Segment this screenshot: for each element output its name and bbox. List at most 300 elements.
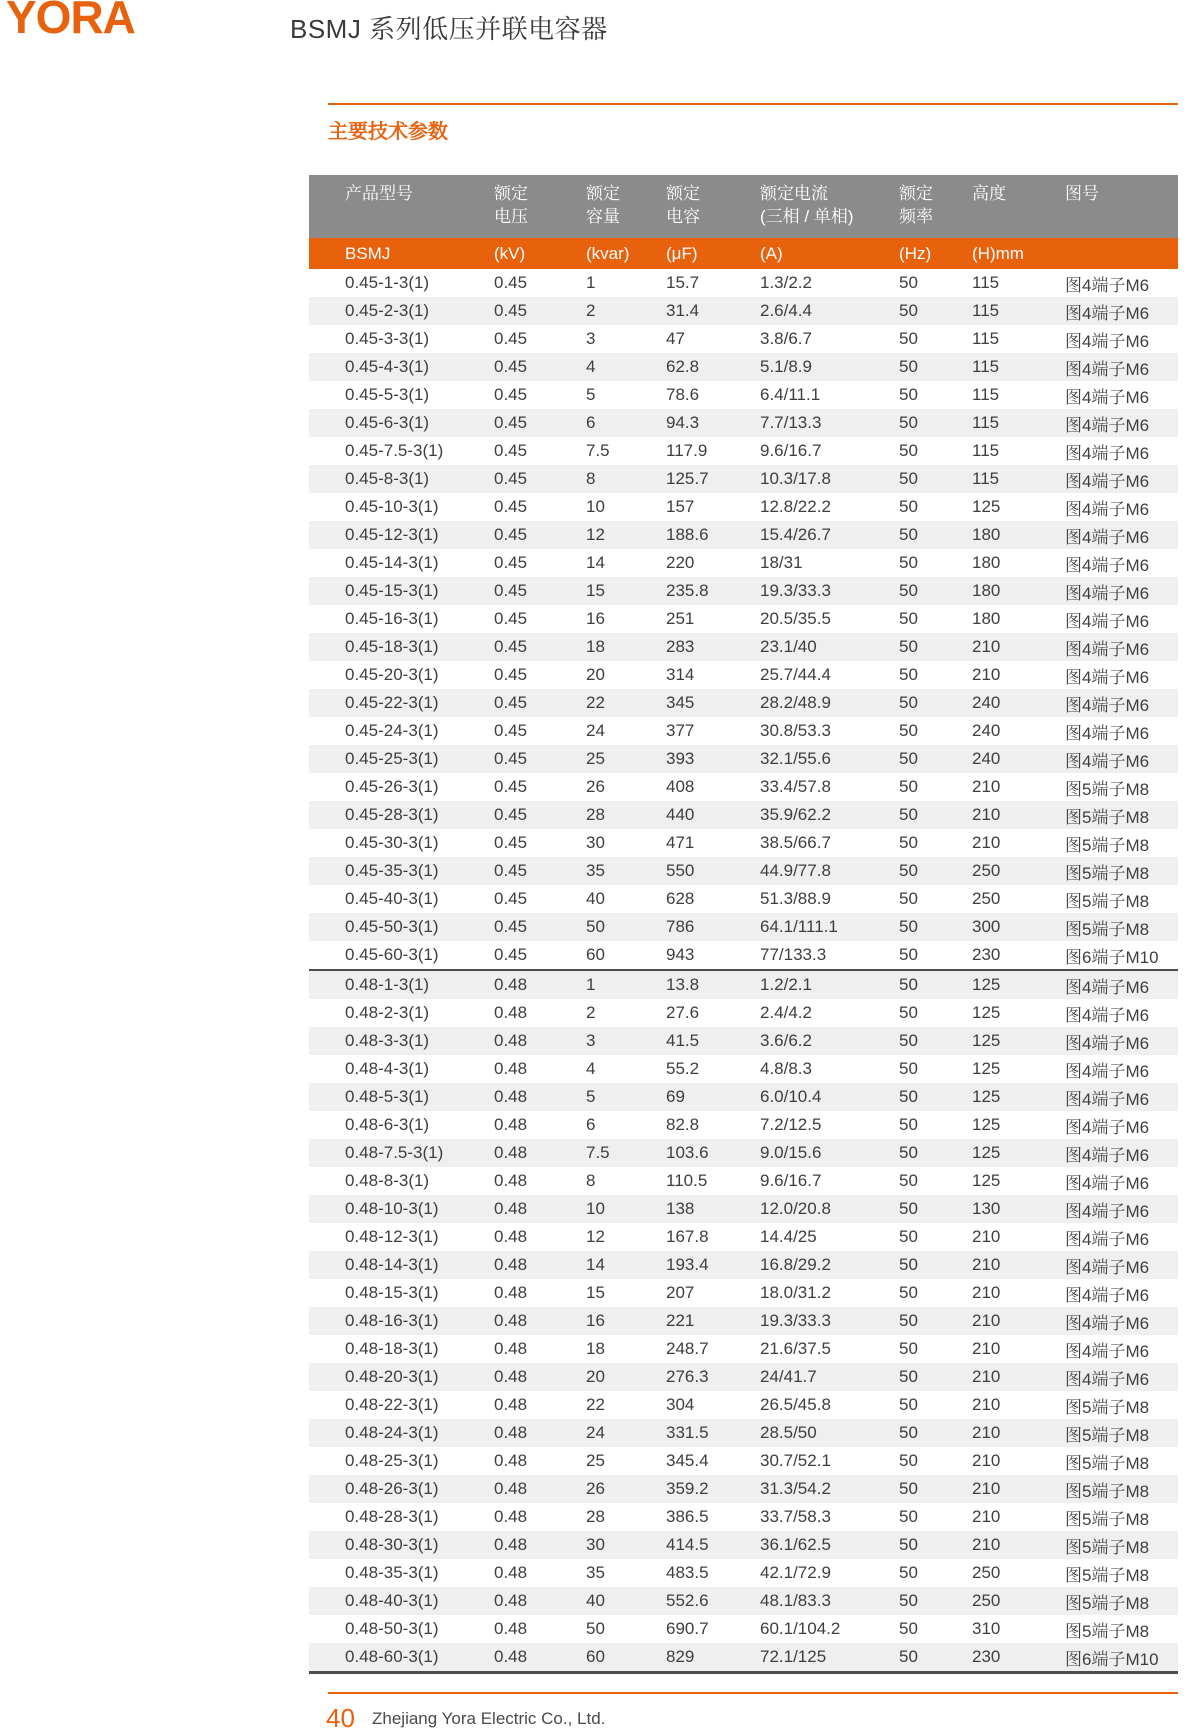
cell-model: 0.45-30-3(1) <box>345 833 439 852</box>
cell-rated_voltage: 0.48 <box>494 1171 528 1190</box>
cell-height: 240 <box>972 689 1065 717</box>
cell-model: 0.45-50-3(1) <box>309 913 494 941</box>
cell-rated_capacitance: 251 <box>666 609 695 628</box>
cell-height: 300 <box>972 913 1065 941</box>
cell-rated_capacity: 25 <box>586 745 666 773</box>
cell-model: 0.45-20-3(1) <box>345 665 439 684</box>
cell-rated_current: 51.3/88.9 <box>760 889 831 908</box>
cell-rated_capacity: 4 <box>586 1059 596 1078</box>
table-row <box>309 577 1178 605</box>
footer-divider <box>328 1692 1178 1694</box>
cell-rated_voltage: 0.45 <box>494 409 586 437</box>
cell-rated_voltage: 0.45 <box>494 833 528 852</box>
cell-rated_current: 30.8/53.3 <box>760 721 831 740</box>
cell-model: 0.48-40-3(1) <box>309 1587 494 1615</box>
cell-model: 0.45-40-3(1) <box>345 889 439 908</box>
cell-model: 0.45-25-3(1) <box>309 745 494 773</box>
cell-rated_current: 28.5/50 <box>760 1419 899 1447</box>
table-row <box>309 1307 1178 1335</box>
company-name: Zhejiang Yora Electric Co., Ltd. <box>372 1709 606 1728</box>
cell-rated_voltage: 0.48 <box>494 1643 586 1673</box>
table-row <box>309 409 1178 437</box>
cell-rated_current: 14.4/25 <box>760 1227 817 1246</box>
table-row <box>309 773 1178 801</box>
cell-model: 0.48-22-3(1) <box>345 1395 439 1414</box>
cell-figure: 图5端子M8 <box>1065 779 1150 799</box>
cell-rated_capacitance: 829 <box>666 1643 760 1673</box>
cell-rated_capacity: 50 <box>586 1619 605 1638</box>
cell-rated_current: 35.9/62.2 <box>760 801 899 829</box>
cell-model: 0.45-8-3(1) <box>309 465 494 493</box>
cell-rated_frequency: 50 <box>899 1171 918 1190</box>
cell-model: 0.48-16-3(1) <box>309 1307 494 1335</box>
cell-rated_capacity: 5 <box>586 385 596 404</box>
cell-model: 0.45-60-3(1) <box>345 945 439 964</box>
cell-figure: 图4端子M6 <box>1065 1005 1150 1025</box>
cell-rated_voltage: 0.48 <box>494 1339 528 1358</box>
table-row <box>309 1251 1178 1279</box>
cell-rated_voltage: 0.48 <box>494 1003 528 1022</box>
cell-figure: 图4端子M6 <box>1065 443 1150 463</box>
cell-rated_frequency: 50 <box>899 1083 972 1111</box>
cell-rated_capacity: 60 <box>586 1643 666 1673</box>
cell-figure: 图4端子M6 <box>1065 1307 1178 1335</box>
cell-rated_frequency: 50 <box>899 553 918 572</box>
unit-hz: (Hz) <box>899 238 972 269</box>
cell-model: 0.45-10-3(1) <box>345 497 439 516</box>
cell-figure: 图4端子M6 <box>1065 297 1178 325</box>
cell-rated_current: 30.7/52.1 <box>760 1451 831 1470</box>
cell-figure: 图4端子M6 <box>1065 577 1178 605</box>
cell-height: 125 <box>972 1027 1065 1055</box>
cell-rated_current: 5.1/8.9 <box>760 353 899 381</box>
cell-figure: 图5端子M8 <box>1065 1587 1178 1615</box>
cell-model: 0.48-1-3(1) <box>309 970 494 999</box>
cell-rated_voltage: 0.45 <box>494 465 586 493</box>
table-row <box>309 717 1178 745</box>
cell-rated_voltage: 0.48 <box>494 1307 586 1335</box>
cell-rated_frequency: 50 <box>899 665 918 684</box>
cell-rated_voltage: 0.45 <box>494 385 528 404</box>
table-row <box>309 1615 1178 1643</box>
cell-model: 0.45-2-3(1) <box>309 297 494 325</box>
cell-rated_voltage: 0.48 <box>494 1587 586 1615</box>
cell-model: 0.48-60-3(1) <box>309 1643 494 1673</box>
cell-figure: 图6端子M10 <box>1065 947 1159 967</box>
cell-height: 180 <box>972 521 1065 549</box>
cell-rated_voltage: 0.48 <box>494 1283 528 1302</box>
cell-rated_voltage: 0.48 <box>494 1083 586 1111</box>
table-row <box>309 913 1178 941</box>
cell-rated_capacitance: 414.5 <box>666 1531 760 1559</box>
page-number: 40 <box>326 1703 355 1731</box>
cell-rated_current: 18/31 <box>760 553 803 572</box>
cell-rated_frequency: 50 <box>899 521 972 549</box>
cell-rated_current: 24/41.7 <box>760 1363 899 1391</box>
cell-model: 0.48-18-3(1) <box>345 1339 439 1358</box>
cell-model: 0.45-22-3(1) <box>309 689 494 717</box>
cell-height: 230 <box>972 945 1001 964</box>
cell-rated_current: 6.0/10.4 <box>760 1083 899 1111</box>
cell-rated_frequency: 50 <box>899 1419 972 1447</box>
cell-rated_capacitance: 276.3 <box>666 1363 760 1391</box>
cell-figure: 图4端子M6 <box>1065 499 1150 519</box>
cell-rated_capacity: 22 <box>586 1395 605 1414</box>
cell-figure: 图4端子M6 <box>1065 521 1178 549</box>
cell-rated_frequency: 50 <box>899 1283 918 1302</box>
unit-kvar: (kvar) <box>586 238 666 269</box>
cell-rated_frequency: 50 <box>899 385 918 404</box>
cell-rated_capacitance: 550 <box>666 857 760 885</box>
cell-rated_frequency: 50 <box>899 1395 918 1414</box>
cell-rated_voltage: 0.45 <box>494 441 528 460</box>
cell-rated_capacity: 28 <box>586 801 666 829</box>
cell-figure: 图5端子M8 <box>1065 1565 1150 1585</box>
cell-rated_voltage: 0.45 <box>494 889 528 908</box>
table-row <box>309 1139 1178 1167</box>
table-row <box>309 1531 1178 1559</box>
cell-rated_current: 64.1/111.1 <box>760 913 899 941</box>
cell-figure: 图4端子M6 <box>1065 1285 1150 1305</box>
cell-rated_capacity: 6 <box>586 1115 596 1134</box>
table-row <box>309 549 1178 577</box>
cell-rated_voltage: 0.45 <box>494 553 528 572</box>
cell-rated_current: 28.2/48.9 <box>760 689 899 717</box>
cell-model: 0.48-4-3(1) <box>345 1059 430 1078</box>
cell-rated_capacity: 12 <box>586 1227 605 1246</box>
cell-rated_capacitance: 408 <box>666 777 695 796</box>
cell-rated_current: 19.3/33.3 <box>760 577 899 605</box>
cell-rated_current: 12.8/22.2 <box>760 497 831 516</box>
table-row <box>309 801 1178 829</box>
cell-rated_voltage: 0.45 <box>494 777 528 796</box>
cell-height: 180 <box>972 553 1001 572</box>
cell-rated_frequency: 50 <box>899 970 972 999</box>
cell-height: 210 <box>972 1395 1001 1414</box>
cell-model: 0.48-15-3(1) <box>345 1283 439 1302</box>
cell-figure: 图4端子M6 <box>1065 745 1178 773</box>
cell-rated_voltage: 0.45 <box>494 297 586 325</box>
cell-model: 0.45-16-3(1) <box>345 609 439 628</box>
cell-height: 125 <box>972 970 1065 999</box>
cell-rated_capacitance: 117.9 <box>666 441 708 460</box>
cell-figure: 图5端子M8 <box>1065 1531 1178 1559</box>
cell-model: 0.45-35-3(1) <box>309 857 494 885</box>
cell-rated_voltage: 0.48 <box>494 1451 528 1470</box>
cell-figure: 图4端子M6 <box>1065 1363 1178 1391</box>
cell-rated_frequency: 50 <box>899 1475 972 1503</box>
cell-rated_capacity: 20 <box>586 665 605 684</box>
cell-rated_current: 48.1/83.3 <box>760 1587 899 1615</box>
cell-height: 125 <box>972 497 1001 516</box>
cell-rated_capacitance: 393 <box>666 745 760 773</box>
cell-rated_current: 60.1/104.2 <box>760 1619 841 1638</box>
cell-rated_frequency: 50 <box>899 273 918 292</box>
cell-rated_voltage: 0.45 <box>494 689 586 717</box>
cell-rated_voltage: 0.45 <box>494 273 528 292</box>
cell-rated_frequency: 50 <box>899 1003 918 1022</box>
cell-figure: 图4端子M6 <box>1065 275 1150 295</box>
cell-rated_frequency: 50 <box>899 833 918 852</box>
cell-rated_capacitance: 552.6 <box>666 1587 760 1615</box>
cell-height: 250 <box>972 1563 1001 1582</box>
cell-rated_frequency: 50 <box>899 329 918 348</box>
table-row <box>309 970 1178 999</box>
cell-rated_current: 4.8/8.3 <box>760 1059 812 1078</box>
cell-rated_current: 3.6/6.2 <box>760 1027 899 1055</box>
cell-model: 0.48-35-3(1) <box>345 1563 439 1582</box>
cell-model: 0.48-8-3(1) <box>345 1171 430 1190</box>
cell-rated_capacitance: 31.4 <box>666 297 760 325</box>
cell-rated_capacitance: 483.5 <box>666 1563 709 1582</box>
cell-figure: 图5端子M8 <box>1065 1453 1150 1473</box>
cell-model: 0.45-4-3(1) <box>309 353 494 381</box>
cell-rated_frequency: 50 <box>899 297 972 325</box>
table-row <box>309 465 1178 493</box>
cell-height: 210 <box>972 801 1065 829</box>
cell-rated_capacity: 4 <box>586 353 666 381</box>
cell-figure: 图5端子M8 <box>1065 1621 1150 1641</box>
cell-rated_frequency: 50 <box>899 889 918 908</box>
table-row <box>309 1587 1178 1615</box>
cell-rated_voltage: 0.48 <box>494 1227 528 1246</box>
cell-rated_capacitance: 943 <box>666 945 695 964</box>
cell-rated_capacitance: 27.6 <box>666 1003 700 1022</box>
cell-rated_capacity: 8 <box>586 1171 596 1190</box>
cell-rated_capacitance: 69 <box>666 1083 760 1111</box>
cell-rated_capacitance: 62.8 <box>666 353 760 381</box>
cell-rated_capacity: 20 <box>586 1363 666 1391</box>
cell-figure: 图4端子M6 <box>1065 1229 1150 1249</box>
table-row <box>309 885 1178 913</box>
table-row <box>309 325 1178 353</box>
cell-rated_voltage: 0.45 <box>494 665 528 684</box>
cell-height: 125 <box>972 1171 1001 1190</box>
cell-height: 180 <box>972 609 1001 628</box>
cell-rated_capacitance: 377 <box>666 721 695 740</box>
cell-rated_capacity: 1 <box>586 273 596 292</box>
cell-model: 0.48-25-3(1) <box>345 1451 439 1470</box>
cell-rated_frequency: 50 <box>899 1363 972 1391</box>
cell-rated_frequency: 50 <box>899 801 972 829</box>
cell-model: 0.45-26-3(1) <box>345 777 439 796</box>
cell-rated_current: 77/133.3 <box>760 945 827 964</box>
cell-rated_voltage: 0.45 <box>494 521 586 549</box>
cell-figure: 图4端子M6 <box>1065 970 1178 999</box>
cell-figure: 图4端子M6 <box>1065 723 1150 743</box>
cell-rated_current: 6.4/11.1 <box>760 385 821 404</box>
cell-rated_frequency: 50 <box>899 1339 918 1358</box>
cell-rated_capacitance: 13.8 <box>666 970 760 999</box>
cell-rated_frequency: 50 <box>899 777 918 796</box>
cell-rated_current: 42.1/72.9 <box>760 1563 831 1582</box>
cell-rated_voltage: 0.45 <box>494 609 528 628</box>
cell-height: 210 <box>972 1251 1065 1279</box>
cell-rated_capacitance: 331.5 <box>666 1419 760 1447</box>
cell-rated_voltage: 0.48 <box>494 1531 586 1559</box>
cell-rated_frequency: 50 <box>899 1643 972 1673</box>
cell-rated_capacitance: 220 <box>666 553 695 572</box>
cell-height: 115 <box>972 465 1065 493</box>
cell-rated_capacitance: 47 <box>666 329 685 348</box>
cell-rated_current: 19.3/33.3 <box>760 1307 899 1335</box>
cell-rated_capacity: 18 <box>586 633 666 661</box>
cell-model: 0.48-3-3(1) <box>309 1027 494 1055</box>
cell-height: 310 <box>972 1619 1001 1638</box>
cell-rated_capacity: 10 <box>586 497 605 516</box>
cell-rated_current: 20.5/35.5 <box>760 609 831 628</box>
cell-figure: 图4端子M6 <box>1065 1139 1178 1167</box>
cell-rated_frequency: 50 <box>899 1027 972 1055</box>
cell-rated_frequency: 50 <box>899 409 972 437</box>
cell-rated_frequency: 50 <box>899 497 918 516</box>
cell-height: 125 <box>972 1003 1001 1022</box>
cell-rated_capacitance: 690.7 <box>666 1619 709 1638</box>
cell-rated_current: 12.0/20.8 <box>760 1195 899 1223</box>
table-row <box>309 1447 1178 1475</box>
table-row <box>309 1111 1178 1139</box>
cell-rated_capacity: 16 <box>586 1307 666 1335</box>
specs-table-body <box>309 269 1178 1673</box>
cell-rated_voltage: 0.45 <box>494 721 528 740</box>
cell-rated_voltage: 0.48 <box>494 1139 586 1167</box>
cell-rated_current: 10.3/17.8 <box>760 465 899 493</box>
cell-rated_capacitance: 386.5 <box>666 1507 709 1526</box>
cell-rated_capacitance: 283 <box>666 633 760 661</box>
table-row <box>309 297 1178 325</box>
cell-height: 125 <box>972 1115 1001 1134</box>
cell-rated_voltage: 0.48 <box>494 1363 586 1391</box>
col-header-figure: 图号 <box>1065 175 1178 238</box>
cell-rated_capacitance: 471 <box>666 833 695 852</box>
cell-figure: 图5端子M8 <box>1065 1509 1150 1529</box>
cell-rated_current: 7.2/12.5 <box>760 1115 822 1134</box>
cell-rated_frequency: 50 <box>899 1451 918 1470</box>
cell-model: 0.45-1-3(1) <box>345 273 430 292</box>
cell-rated_capacitance: 110.5 <box>666 1171 708 1190</box>
table-row <box>309 1419 1178 1447</box>
cell-height: 210 <box>972 1507 1001 1526</box>
cell-rated_capacitance: 207 <box>666 1283 695 1302</box>
cell-rated_frequency: 50 <box>899 1251 972 1279</box>
cell-model: 0.48-5-3(1) <box>309 1083 494 1111</box>
col-header-height: 高度 <box>972 175 1065 238</box>
col-header-rated-capacity: 额定 容量 <box>586 175 666 238</box>
cell-figure: 图4端子M6 <box>1065 1341 1150 1361</box>
cell-model: 0.45-24-3(1) <box>345 721 439 740</box>
cell-height: 125 <box>972 1059 1001 1078</box>
cell-rated_capacity: 14 <box>586 1251 666 1279</box>
cell-rated_frequency: 50 <box>899 745 972 773</box>
table-row <box>309 1335 1178 1363</box>
cell-height: 210 <box>972 777 1001 796</box>
cell-rated_voltage: 0.45 <box>494 913 586 941</box>
cell-height: 210 <box>972 1419 1065 1447</box>
cell-rated_capacity: 30 <box>586 1531 666 1559</box>
cell-height: 210 <box>972 665 1001 684</box>
cell-rated_capacitance: 359.2 <box>666 1475 760 1503</box>
cell-rated_current: 16.8/29.2 <box>760 1251 899 1279</box>
cell-rated_frequency: 50 <box>899 1619 918 1638</box>
cell-model: 0.45-28-3(1) <box>309 801 494 829</box>
cell-height: 210 <box>972 1531 1065 1559</box>
cell-height: 210 <box>972 1283 1001 1302</box>
cell-figure: 图6端子M10 <box>1065 1643 1178 1673</box>
cell-rated_capacitance: 138 <box>666 1195 760 1223</box>
unit-figure <box>1065 238 1178 269</box>
cell-rated_capacitance: 15.7 <box>666 273 700 292</box>
cell-rated_capacity: 22 <box>586 689 666 717</box>
cell-rated_capacity: 26 <box>586 777 605 796</box>
cell-rated_voltage: 0.48 <box>494 1507 528 1526</box>
cell-rated_current: 21.6/37.5 <box>760 1339 831 1358</box>
cell-height: 210 <box>972 1307 1065 1335</box>
cell-model: 0.48-12-3(1) <box>345 1227 439 1246</box>
table-row <box>309 437 1178 465</box>
cell-figure: 图4端子M6 <box>1065 611 1150 631</box>
cell-figure: 图4端子M6 <box>1065 331 1150 351</box>
col-header-rated-current: 额定电流 (三相 / 单相) <box>760 175 899 238</box>
cell-figure: 图4端子M6 <box>1065 1117 1150 1137</box>
cell-rated_current: 3.8/6.7 <box>760 329 812 348</box>
cell-rated_current: 25.7/44.4 <box>760 665 831 684</box>
cell-rated_capacity: 2 <box>586 1003 596 1022</box>
cell-rated_frequency: 50 <box>899 609 918 628</box>
cell-model: 0.45-3-3(1) <box>345 329 430 348</box>
cell-rated_capacity: 50 <box>586 913 666 941</box>
cell-height: 115 <box>972 273 1000 292</box>
cell-rated_capacitance: 103.6 <box>666 1139 760 1167</box>
cell-model: 0.45-6-3(1) <box>309 409 494 437</box>
cell-height: 230 <box>972 1643 1065 1673</box>
cell-rated_frequency: 50 <box>899 577 972 605</box>
cell-height: 210 <box>972 1227 1001 1246</box>
cell-height: 180 <box>972 577 1065 605</box>
cell-height: 210 <box>972 1339 1001 1358</box>
cell-rated_voltage: 0.45 <box>494 633 586 661</box>
table-row <box>309 1279 1178 1307</box>
cell-model: 0.48-14-3(1) <box>309 1251 494 1279</box>
table-row <box>309 689 1178 717</box>
cell-figure: 图5端子M8 <box>1065 913 1178 941</box>
unit-uf: (μF) <box>666 238 760 269</box>
table-row <box>309 493 1178 521</box>
cell-rated_capacitance: 235.8 <box>666 577 760 605</box>
cell-height: 250 <box>972 889 1001 908</box>
col-header-rated-capacitance: 额定 电容 <box>666 175 760 238</box>
cell-rated_capacity: 25 <box>586 1451 605 1470</box>
cell-height: 210 <box>972 633 1065 661</box>
section-title: 主要技术参数 <box>328 121 448 143</box>
table-row <box>309 1055 1178 1083</box>
unit-hmm: (H)mm <box>972 238 1065 269</box>
cell-rated_current: 33.4/57.8 <box>760 777 831 796</box>
table-row <box>309 1643 1178 1673</box>
table-row <box>309 269 1178 297</box>
cell-rated_capacity: 14 <box>586 553 605 572</box>
table-row <box>309 381 1178 409</box>
cell-height: 125 <box>972 1139 1065 1167</box>
table-row <box>309 829 1178 857</box>
cell-rated_voltage: 0.45 <box>494 497 528 516</box>
cell-rated_capacitance: 55.2 <box>666 1059 700 1078</box>
cell-rated_current: 38.5/66.7 <box>760 833 831 852</box>
cell-rated_voltage: 0.48 <box>494 1419 586 1447</box>
cell-height: 210 <box>972 1475 1065 1503</box>
cell-figure: 图4端子M6 <box>1065 353 1178 381</box>
cell-rated_frequency: 50 <box>899 465 972 493</box>
cell-rated_frequency: 50 <box>899 1195 972 1223</box>
